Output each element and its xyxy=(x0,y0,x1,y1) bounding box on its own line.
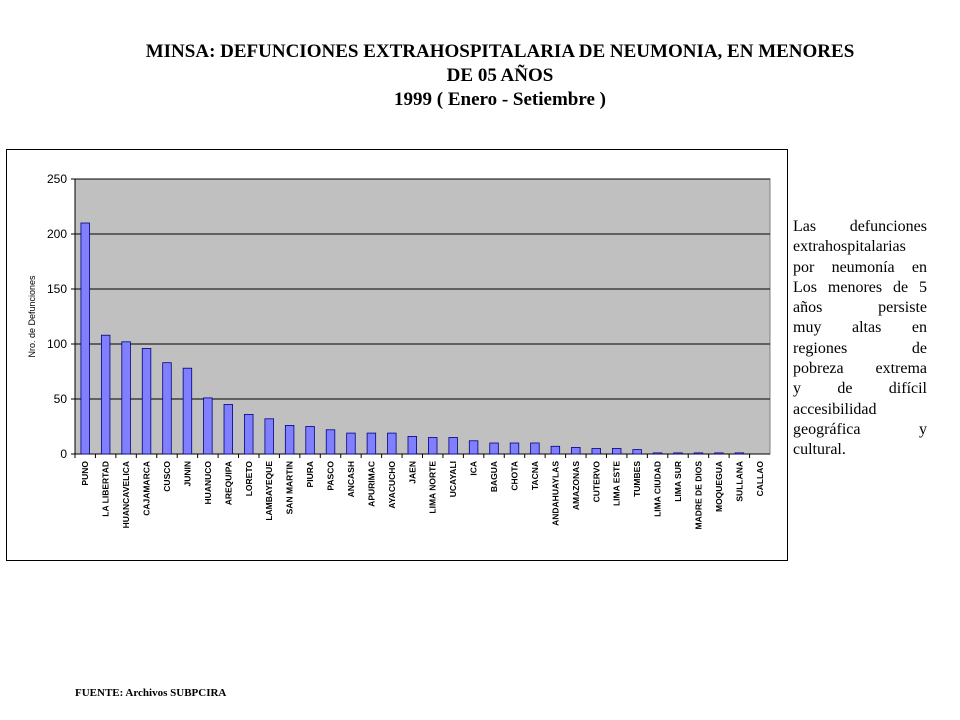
x-tick-label: LIMA NORTE xyxy=(427,461,438,514)
x-tick-label: AREQUIPA xyxy=(223,461,234,506)
bar xyxy=(428,438,437,455)
title-line-1: MINSA: DEFUNCIONES EXTRAHOSPITALARIA DE NEUMONIA, EN MENORES xyxy=(145,41,855,62)
bar xyxy=(633,450,642,454)
x-tick-label: CHOTA xyxy=(509,461,520,491)
plot-area xyxy=(75,179,770,454)
bar xyxy=(122,342,131,454)
x-tick-label: BAGUA xyxy=(489,461,500,493)
y-tick-label: 50 xyxy=(53,392,67,406)
x-tick-label: ICA xyxy=(468,461,479,476)
y-tick-label: 250 xyxy=(46,172,67,186)
note-line: extrahospitalarias xyxy=(793,238,906,256)
x-tick-label: PUNO xyxy=(80,461,91,486)
bar xyxy=(388,433,397,454)
bar xyxy=(449,438,458,455)
bar xyxy=(306,427,315,455)
bar xyxy=(592,449,601,455)
source-note: FUENTE: Archivos SUBPCIRA xyxy=(75,687,227,699)
x-tick-label: LORETO xyxy=(243,461,254,497)
note-line: muy altas en xyxy=(793,319,927,337)
x-tick-label: CUSCO xyxy=(161,461,172,492)
x-tick-label: ANCASH xyxy=(345,461,356,498)
bar xyxy=(101,335,110,454)
x-tick-label: ANDAHUAYLAS xyxy=(550,461,561,526)
x-tick-label: TUMBES xyxy=(632,461,643,497)
bar xyxy=(347,433,356,454)
y-tick-label: 150 xyxy=(46,282,67,296)
y-tick-label: 200 xyxy=(46,227,67,241)
bar xyxy=(408,436,417,454)
x-tick-label: JUNIN xyxy=(182,461,193,487)
x-tick-label: CAJAMARCA xyxy=(141,461,152,516)
x-tick-label: HUANUCO xyxy=(202,461,213,505)
title-line-2: DE 05 AÑOS xyxy=(446,65,554,86)
bar xyxy=(551,446,560,454)
bar-chart xyxy=(7,150,787,560)
bar xyxy=(653,453,662,454)
x-tick-label: MADRE DE DIOS xyxy=(693,461,704,530)
bar xyxy=(326,430,335,454)
bar xyxy=(490,443,499,454)
bar xyxy=(244,414,253,454)
note-text xyxy=(793,217,927,461)
x-tick-label: TACNA xyxy=(529,461,540,491)
bar xyxy=(510,443,519,454)
bar xyxy=(81,223,90,454)
x-tick-label: PIURA xyxy=(305,461,316,488)
bar xyxy=(531,443,540,454)
note-line: Los menores de 5 xyxy=(793,278,927,296)
x-tick-label: UCAYALI xyxy=(448,461,459,498)
bar xyxy=(674,453,683,454)
bar xyxy=(694,453,703,454)
x-tick-label: LIMA CIUDAD xyxy=(652,461,663,517)
note-line: geográfica y xyxy=(793,420,927,438)
note-line: accesibilidad xyxy=(793,400,877,418)
x-tick-label: SAN MARTIN xyxy=(284,461,295,515)
x-tick-label: LA LIBERTAD xyxy=(100,461,111,517)
bar xyxy=(735,453,744,454)
note-line: regiones de xyxy=(793,339,927,357)
x-tick-label: APURIMAC xyxy=(366,461,377,507)
bar xyxy=(469,441,478,454)
bar xyxy=(612,449,621,455)
bar xyxy=(142,348,151,454)
bar xyxy=(715,453,724,454)
note-line: años persiste xyxy=(793,299,927,317)
note-line: y de difícil xyxy=(793,380,927,398)
bar xyxy=(265,419,274,454)
title-line-3: 1999 ( Enero - Setiembre ) xyxy=(394,89,606,110)
x-tick-label: AYACUCHO xyxy=(386,461,397,509)
x-tick-label: LAMBAYEQUE xyxy=(264,461,275,521)
bar xyxy=(367,433,376,454)
bar xyxy=(224,405,233,455)
x-tick-label: LIMA ESTE xyxy=(611,461,622,507)
bar xyxy=(285,425,294,454)
chart-title xyxy=(80,40,920,112)
y-tick-label: 100 xyxy=(46,337,67,351)
note-line: Las defunciones xyxy=(793,218,927,235)
y-axis-label: Nro. de Defunciones xyxy=(27,275,37,358)
x-tick-label: AMAZONAS xyxy=(570,461,581,511)
bar xyxy=(204,398,213,454)
x-tick-label: JAEN xyxy=(407,461,418,484)
x-tick-label: CUTERVO xyxy=(591,461,602,503)
chart-frame xyxy=(6,149,788,561)
x-tick-label: SULLANA xyxy=(734,461,745,502)
y-tick-label: 0 xyxy=(60,447,67,461)
note-line: pobreza extrema xyxy=(793,360,927,378)
x-tick-label: HUANCAVELICA xyxy=(121,461,132,529)
x-tick-label: PASCO xyxy=(325,461,336,491)
bar xyxy=(572,447,581,454)
x-tick-label: MOQUEGUA xyxy=(713,461,724,512)
x-tick-label: CALLAO xyxy=(754,461,765,497)
note-line: por neumonía en xyxy=(793,258,927,276)
note-line: cultural. xyxy=(793,441,846,459)
bar xyxy=(183,368,192,454)
x-tick-label: LIMA SUR xyxy=(673,461,684,502)
bar xyxy=(163,363,172,454)
